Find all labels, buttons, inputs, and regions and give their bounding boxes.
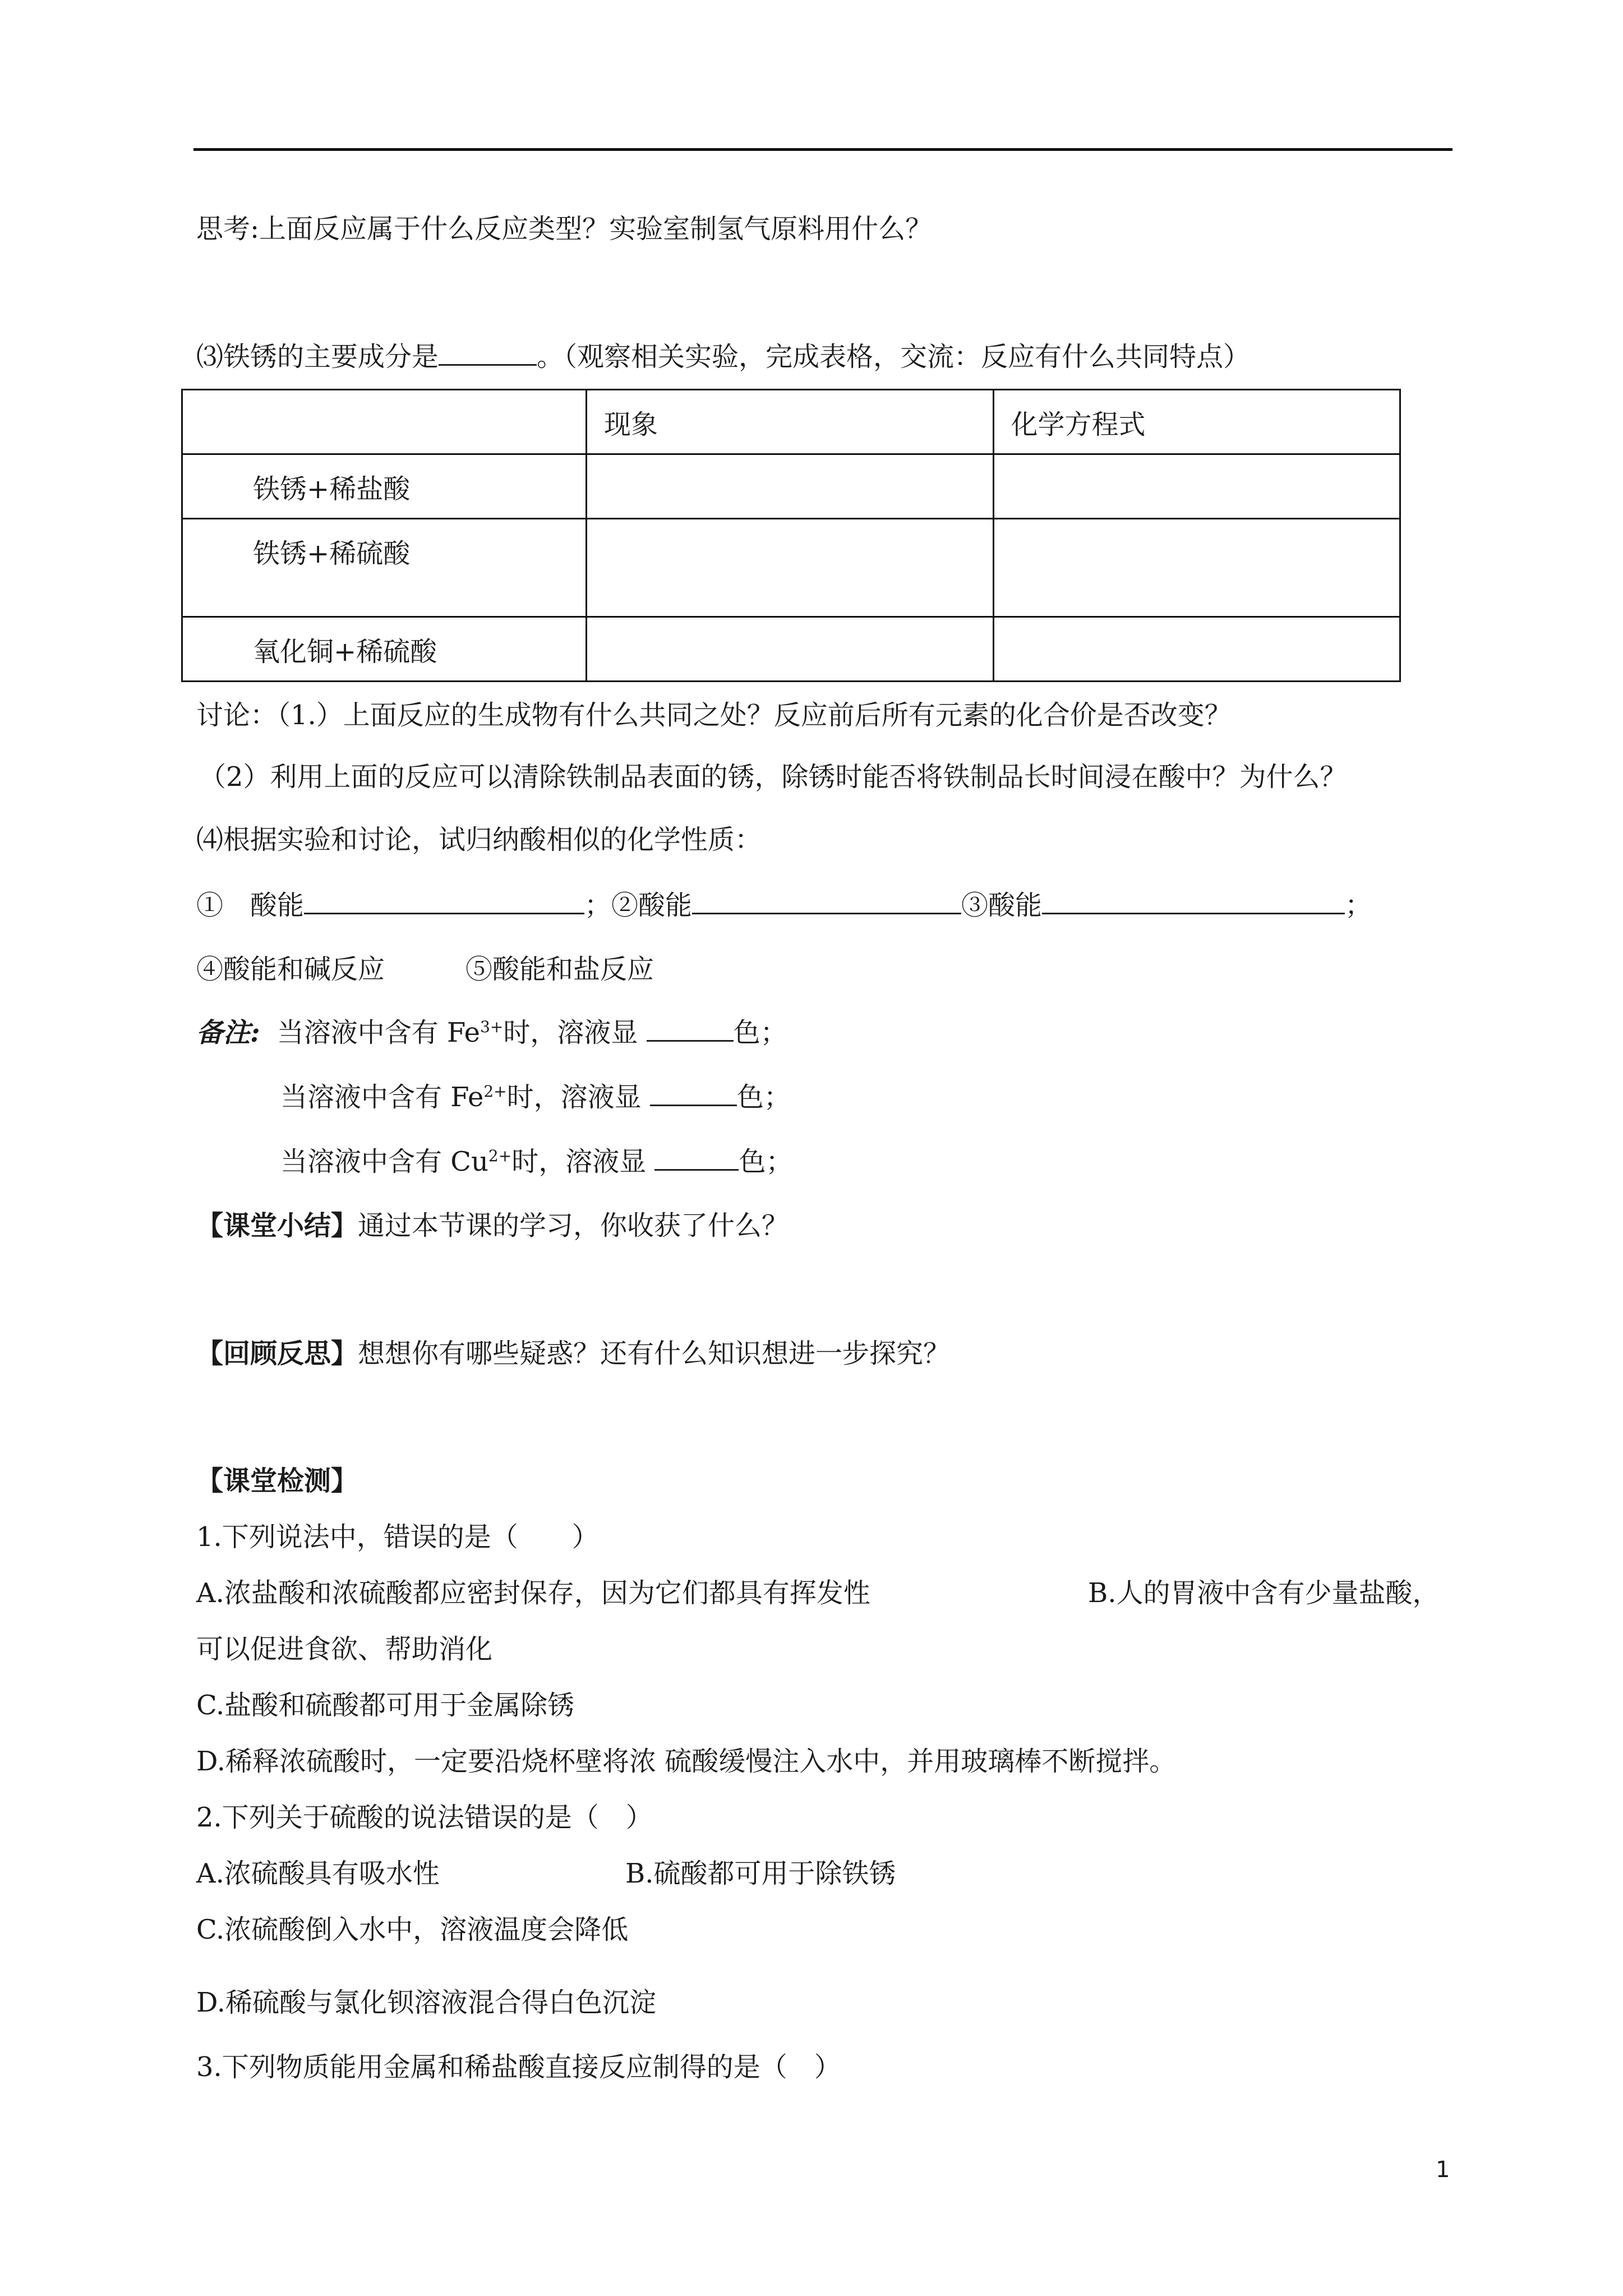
- class-summary: [196, 1209, 789, 1243]
- question-1-option-b: B.人的胃液中含有少量盐酸，: [1088, 1577, 1440, 1609]
- property-3-blank[interactable]: [1042, 888, 1345, 914]
- property-2-label: ②酸能: [611, 890, 693, 921]
- table-cell[interactable]: [587, 454, 993, 519]
- fe3-color-blank[interactable]: [647, 1015, 734, 1042]
- note-line-3: 当溶液中含有 $Cu^{2+}$时，溶液显 色；: [280, 1144, 792, 1179]
- rust-intro: [196, 339, 1250, 374]
- test-label: 【课堂检测】: [196, 1465, 358, 1497]
- question-1-option-a: A.浓盐酸和浓硫酸都应密封保存，因为它们都具有挥发性: [196, 1577, 870, 1609]
- separator: ；: [1345, 890, 1372, 921]
- table-header-cell: 化学方程式: [993, 390, 1400, 454]
- class-summary-label: 【课堂小结】: [196, 1210, 358, 1241]
- property-3-label: ③酸能: [961, 890, 1043, 921]
- header-rule: [193, 148, 1453, 151]
- acid-properties-line1: [196, 888, 1372, 922]
- page-number: 1: [1436, 2157, 1450, 2183]
- cu2-color-blank[interactable]: [654, 1144, 739, 1171]
- question-3: 3.下列物质能用金属和稀盐酸直接反应制得的是（ ）: [196, 2051, 841, 2083]
- note-label: 备注:: [196, 1017, 260, 1048]
- property-1-blank[interactable]: [304, 888, 584, 914]
- table-cell[interactable]: [993, 519, 1400, 617]
- table-cell[interactable]: [993, 617, 1400, 682]
- question-2-option-a: A.浓硫酸具有吸水性: [196, 1858, 440, 1889]
- property-2-blank[interactable]: [692, 888, 961, 914]
- discussion-q2: （2）利用上面的反应可以清除铁制品表面的锈，除锈时能否将铁制品长时间浸在酸中？为什么？: [199, 761, 1347, 793]
- think-question: 思考:上面反应属于什么反应类型？实验室制氢气原料用什么？: [196, 213, 933, 245]
- acid-properties-line2: ④酸能和碱反应 ⑤酸能和盐反应: [196, 954, 654, 985]
- reflection: [196, 1337, 950, 1370]
- rust-answer-blank[interactable]: [439, 339, 537, 366]
- table-cell[interactable]: [587, 519, 993, 617]
- question-1-option-c: C.盐酸和硫酸都可用于金属除锈: [196, 1690, 575, 1721]
- summary-prompt: ⑷根据实验和讨论，试归纳酸相似的化学性质：: [196, 824, 762, 855]
- table-row-label: 铁锈+稀盐酸: [182, 454, 587, 519]
- class-summary-text: 通过本节课的学习，你收获了什么？: [358, 1210, 789, 1241]
- table-row: [182, 617, 1400, 682]
- question-2-option-d: D.稀硫酸与氯化钡溶液混合得白色沉淀: [196, 1987, 657, 2018]
- separator: ；: [584, 890, 612, 921]
- observation-table: [181, 389, 1401, 682]
- property-1-label: ① 酸能: [196, 890, 305, 921]
- table-cell[interactable]: [993, 454, 1400, 519]
- fe2-color-blank[interactable]: [650, 1080, 737, 1106]
- table-row-label: 铁锈+稀硫酸: [182, 519, 587, 617]
- reflection-text: 想想你有哪些疑惑？还有什么知识想进一步探究？: [358, 1338, 951, 1369]
- table-row-label: 氧化铜+稀硫酸: [182, 617, 587, 682]
- note-line-1: 备注: 当溶液中含有 $Fe^{3+}$时，溶液显 色；: [196, 1015, 787, 1050]
- table-cell[interactable]: [587, 617, 993, 682]
- rust-intro-suffix: 。（观察相关实验，完成表格，交流：反应有什么共同特点）: [537, 341, 1251, 372]
- table-row: [182, 519, 1400, 617]
- table-header-cell: 现象: [587, 390, 993, 454]
- question-1-option-b-continued: 可以促进食欲、帮助消化: [196, 1634, 493, 1665]
- rust-intro-prefix: ⑶铁锈的主要成分是: [196, 341, 439, 372]
- question-1-option-d: D.稀释浓硫酸时，一定要沿烧杯壁将浓 硫酸缓慢注入水中，并用玻璃棒不断搅拌。: [196, 1746, 1177, 1777]
- table-row: [182, 454, 1400, 519]
- question-2: 2.下列关于硫酸的说法错误的是（ ）: [196, 1802, 653, 1833]
- question-2-option-b: B.硫酸都可用于除铁锈: [625, 1858, 896, 1889]
- question-2-option-c: C.浓硫酸倒入水中，溶液温度会降低: [196, 1914, 629, 1945]
- table-header-row: [182, 390, 1400, 454]
- note-line-2: 当溶液中含有 $Fe^{2+}$时，溶液显 色；: [280, 1080, 791, 1114]
- table-header-cell: [182, 390, 587, 454]
- question-1: 1.下列说法中，错误的是（ ）: [196, 1521, 599, 1553]
- discussion-q1: 讨论：（1.）上面反应的生成物有什么共同之处？反应前后所有元素的化合价是否改变？: [196, 700, 1232, 731]
- reflection-label: 【回顾反思】: [196, 1338, 358, 1369]
